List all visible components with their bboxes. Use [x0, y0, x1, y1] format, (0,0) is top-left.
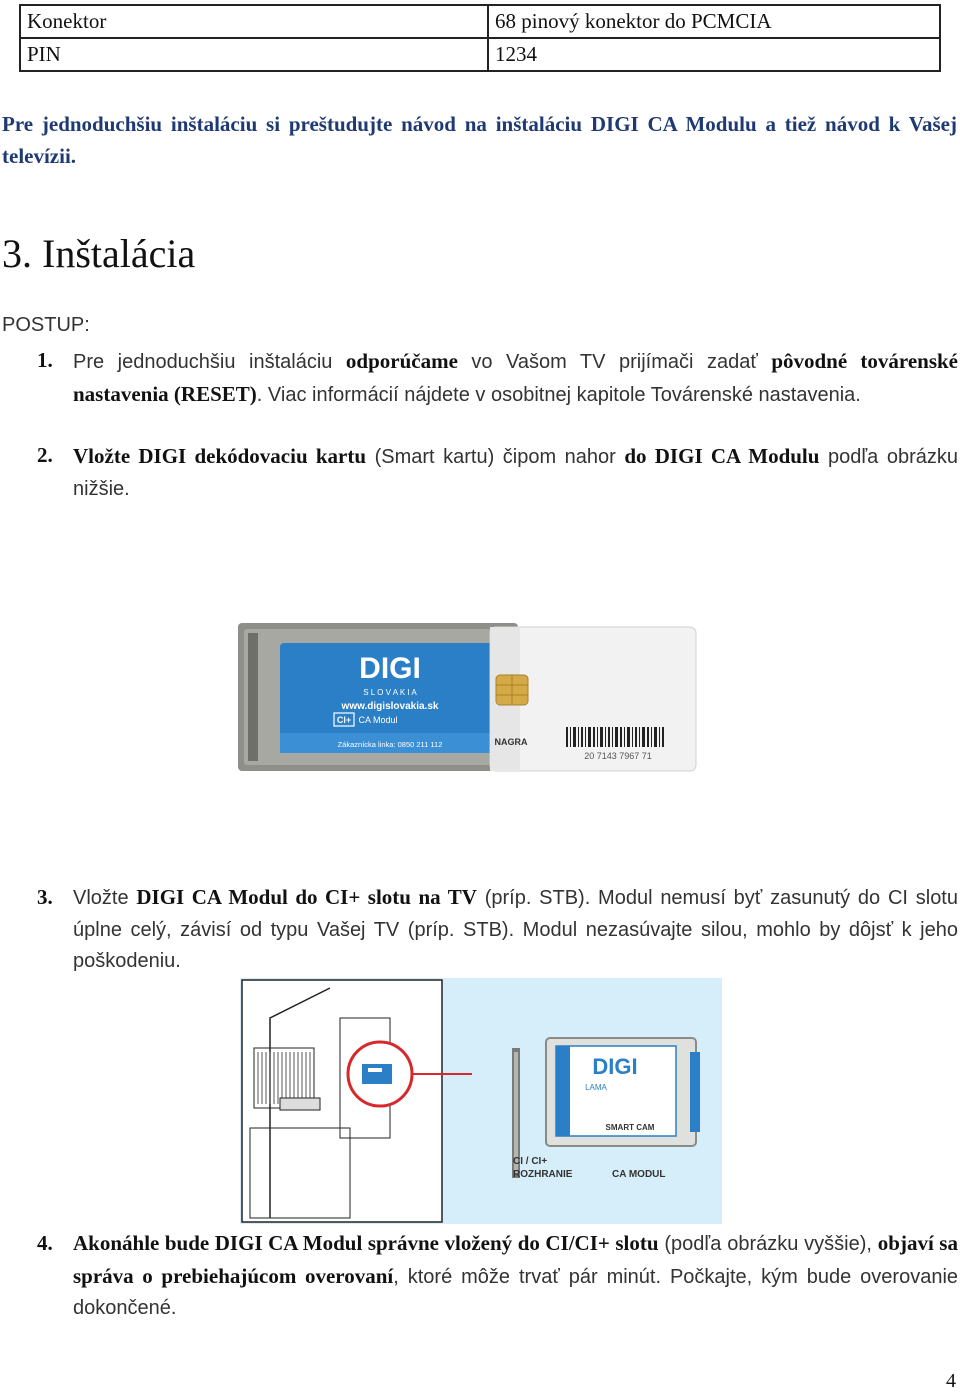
step-number: 1. — [37, 348, 53, 372]
module-hotline: Zákaznícka linka: 0850 211 112 — [337, 740, 443, 749]
table-row — [20, 38, 940, 71]
step-text-part: . Viac informácií nájdete v osobitnej kapitole Továrenské nastavenia. — [256, 384, 861, 406]
card-number: 20 7143 7967 71 — [584, 751, 652, 761]
tv-ci-slot-illustration — [240, 978, 722, 1224]
table-key: PIN — [20, 38, 488, 71]
table-value: 68 pinový konektor do PCMCIA — [488, 5, 940, 38]
step-text-part: (príp. STB). Modul nemusí byť zasunutý do CI slotu úplne celý, závisí od typu Vašej TV (príp. STB). Modul nezasúvajte silou, mohlo by dôjsť k jeho poškodeniu. — [73, 887, 958, 972]
module-brand-small: DIGI — [592, 1054, 638, 1079]
step-text-part: , ktoré môže trvať pár minút. Počkajte, kým bude overovanie dokončené. — [73, 1265, 959, 1319]
step-text-bold: pôvodné továrenské nastavenia (RESET) — [73, 349, 958, 406]
module-url: www.digislovakia.sk — [341, 701, 439, 712]
step-text-part: (podľa obrázku vyššie), — [658, 1233, 878, 1255]
ci-plus-logo: CI+ — [336, 715, 352, 725]
step-number: 3. — [37, 885, 53, 909]
step-text-bold: Vložte DIGI dekódovaciu kartu — [73, 444, 367, 468]
ci-interface-label-2: ROZHRANIE — [513, 1169, 573, 1180]
step-4-text — [73, 1228, 958, 1325]
step-text-bold: DIGI CA Modul do CI+ slotu na TV — [136, 885, 477, 909]
step-text-part: (Smart kartu) čipom nahor — [366, 446, 625, 468]
spec-table — [19, 4, 941, 72]
card-vendor: NAGRA — [494, 737, 528, 747]
postup-label: POSTUP: — [2, 314, 90, 336]
table-key: Konektor — [20, 5, 488, 38]
step-1-text — [73, 345, 958, 411]
step-text-part: vo Vašom TV prijímači zadať — [457, 351, 772, 373]
step-text-bold: objaví sa správa o prebiehajúcom overovaní — [73, 1231, 958, 1288]
ca-module-photo — [200, 505, 760, 880]
module-label: CA Modul — [358, 715, 398, 725]
intro-text: Pre jednoduchšiu inštaláciu si preštudujte návod na inštaláciu DIGI CA Modulu a tiež návod k Vašej televízii. — [2, 112, 957, 168]
step-text-part: podľa obrázku nižšie. — [73, 446, 958, 500]
module-brand-sub: S L O V A K I A — [363, 688, 417, 697]
ci-interface-label-1: CI / CI+ — [513, 1156, 548, 1167]
step-text-part: Vložte — [73, 887, 137, 909]
table-row — [20, 5, 940, 38]
step-text-bold: do DIGI CA Modulu — [624, 444, 820, 468]
step-text-bold: Akonáhle bude DIGI CA Modul správne vložený do CI/CI+ slotu — [73, 1231, 659, 1255]
section-heading: 3. Inštalácia — [2, 231, 196, 276]
step-text-part: Pre jednoduchšiu inštaláciu — [73, 351, 346, 373]
step-number: 4. — [37, 1231, 53, 1255]
step-number: 2. — [37, 443, 53, 467]
ca-module-caption: CA MODUL — [612, 1169, 666, 1180]
module-smartcam: SMART CAM — [605, 1123, 655, 1132]
module-lama: LAMA — [585, 1083, 607, 1092]
page-number: 4 — [946, 1370, 956, 1392]
step-text-bold: odporúčame — [345, 349, 458, 373]
module-brand: DIGI — [359, 652, 421, 685]
step-2-text — [73, 440, 958, 505]
table-value: 1234 — [488, 38, 940, 71]
step-3-text — [73, 882, 958, 978]
